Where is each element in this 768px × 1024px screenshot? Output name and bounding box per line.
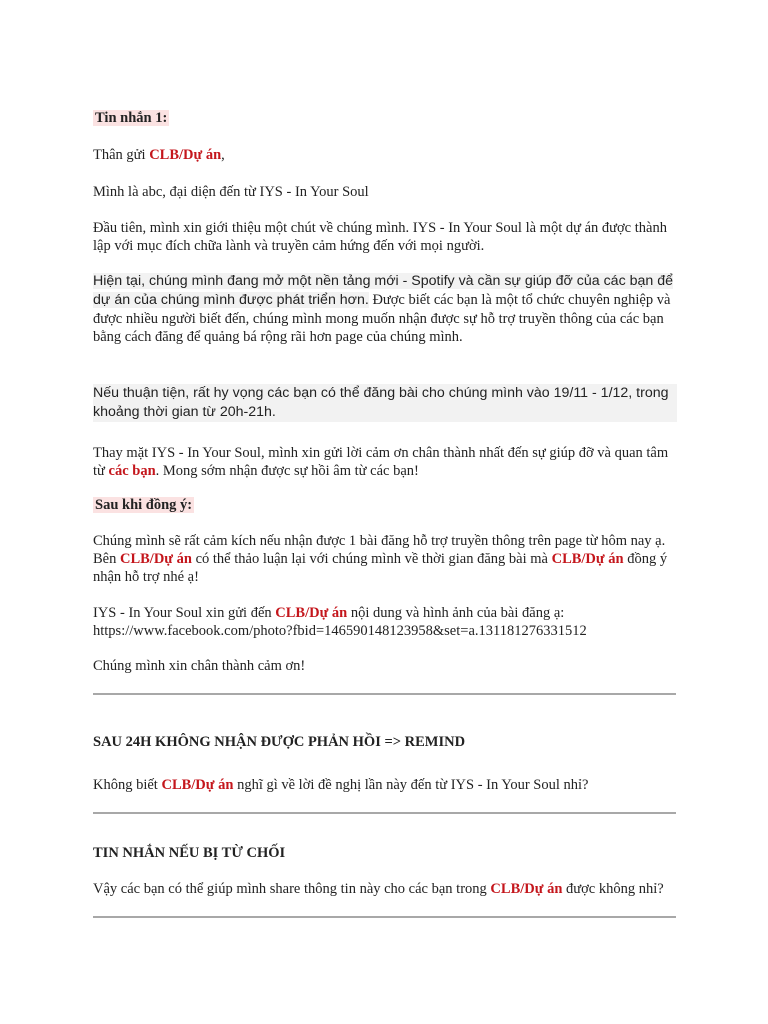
platform-paragraph	[93, 272, 677, 346]
remind-text: Không biết	[93, 777, 162, 793]
after-agree-label: Sau khi đồng ý:	[95, 497, 193, 513]
greeting-punct: ,	[221, 147, 225, 163]
reject-text-end: được không nhỉ?	[562, 881, 664, 897]
agree-org-name-2: CLB/Dự án	[551, 551, 624, 567]
remind-org-name: CLB/Dự án	[161, 777, 234, 793]
thanks-name: các bạn	[108, 463, 156, 479]
closing-text: Chúng mình xin chân thành cảm ơn!	[93, 658, 306, 674]
reject-section	[93, 845, 677, 862]
divider-1	[93, 693, 676, 695]
after-agree-label-block	[93, 496, 677, 514]
send-text: IYS - In Your Soul xin gửi đến	[93, 605, 276, 621]
schedule-text: Nếu thuận tiện, rất hy vọng các bạn có thể đăng bài cho chúng mình vào 19/11 - 1/12, trong khoảng thời gian từ 20h-21h.	[93, 384, 677, 422]
agree-text-1: Chúng mình sẽ rất cảm kích nếu nhận được 1 bài đăng hỗ trợ truyền thông trên page từ hôm nay ạ. Bên	[93, 533, 666, 567]
platform-body-text: Được biết các bạn là một tổ chức chuyên nghiệp và được nhiều người biết đến, chúng mình mong muốn nhận được sự hỗ trợ truyền thông của các bạn bằng cách đăng để quảng bá rộng rãi hơn page của chúng mình.	[93, 292, 671, 345]
thanks-text-end: . Mong sớm nhận được sự hồi âm từ các bạn!	[155, 463, 419, 479]
reject-text: Vậy các bạn có thể giúp mình share thông tin này cho các bạn trong	[93, 881, 491, 897]
closing-line	[93, 657, 677, 675]
divider-2-block	[93, 812, 677, 814]
platform-highlight-text: Hiện tại, chúng mình đang mở một nền tảng mới - Spotify và cần sự giúp đỡ của các bạn để dự án của chúng mình được phát triển hơn.	[93, 273, 673, 308]
post-link[interactable]: https://www.facebook.com/photo?fbid=146590148123958&set=a.131181276331512	[93, 623, 587, 639]
reject-org-name: CLB/Dự án	[490, 881, 563, 897]
intro-paragraph-text: Đầu tiên, mình xin giới thiệu một chút về chúng mình. IYS - In Your Soul là một dự án được thành lập với mục đích chữa lành và truyền cảm hứng đến với mọi người.	[93, 220, 667, 254]
divider-1-block	[93, 693, 677, 695]
agree-org-name-1: CLB/Dự án	[119, 551, 192, 567]
agree-text-2: có thể thảo luận lại với chúng mình về thời gian đăng bài mà	[191, 551, 552, 567]
intro-paragraph	[93, 219, 677, 255]
greeting	[93, 146, 677, 164]
send-org-name: CLB/Dự án	[275, 605, 348, 621]
divider-3-block	[93, 916, 677, 918]
thanks-paragraph	[93, 444, 677, 480]
message-1-label: Tin nhắn 1:	[95, 110, 168, 126]
message-1-label-block	[93, 109, 677, 127]
greeting-text: Thân gửi	[93, 147, 150, 163]
reject-heading: TIN NHẮN NẾU BỊ TỪ CHỐI	[93, 845, 286, 861]
intro-line	[93, 183, 677, 201]
schedule-paragraph	[93, 384, 677, 422]
remind-heading: SAU 24H KHÔNG NHẬN ĐƯỢC PHẢN HỒI => REMIND	[93, 734, 466, 750]
divider-2	[93, 812, 676, 814]
remind-paragraph	[93, 776, 677, 794]
send-text-end: nội dung và hình ảnh của bài đăng ạ:	[347, 605, 565, 621]
agree-text-3: đồng ý nhận hỗ trợ nhé ạ!	[93, 551, 668, 585]
greeting-org-name: CLB/Dự án	[149, 147, 222, 163]
reject-paragraph	[93, 880, 677, 898]
agree-paragraph	[93, 532, 677, 586]
divider-3	[93, 916, 676, 918]
thanks-text: Thay mặt IYS - In Your Soul, mình xin gửi lời cảm ơn chân thành nhất đến sự giúp đỡ và quan tâm từ	[93, 445, 669, 479]
intro-line-text: Mình là abc, đại diện đến từ IYS - In Your Soul	[93, 184, 369, 200]
remind-section	[93, 734, 677, 751]
send-paragraph	[93, 604, 677, 640]
remind-text-end: nghĩ gì về lời đề nghị lần này đến từ IYS - In Your Soul nhỉ?	[233, 777, 589, 793]
